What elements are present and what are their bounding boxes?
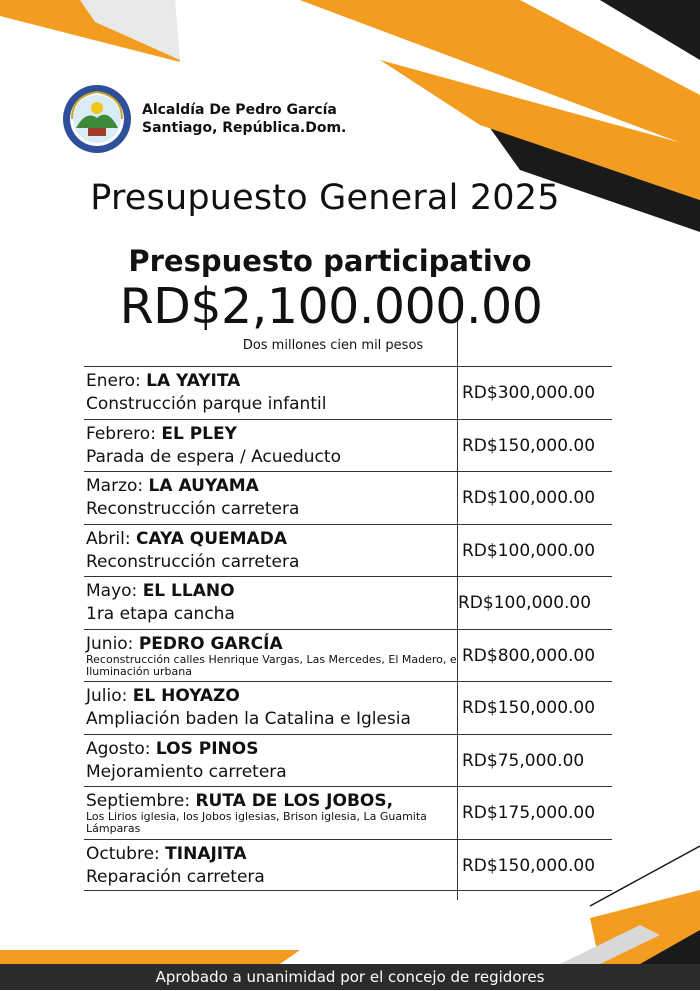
row-description: Reconstrucción carretera: [86, 551, 300, 572]
total-amount-words: Dos millones cien mil pesos: [242, 338, 424, 353]
table-row: [84, 366, 612, 419]
approval-footer: Aprobado a unanimidad por el concejo de regidores: [0, 964, 700, 990]
bottom-left-orange: [0, 950, 300, 964]
budget-subtitle: Prespuesto participativo: [128, 244, 532, 278]
row-description: 1ra etapa cancha: [86, 604, 235, 624]
row-amount: RD$100,000.00: [462, 540, 596, 561]
row-amount: RD$150,000.00: [462, 855, 596, 876]
organization-name: [142, 101, 346, 137]
row-place: EL HOYAZO: [132, 686, 240, 706]
row-description: Reparación carretera: [86, 866, 265, 887]
table-row: [84, 839, 612, 892]
table-row: [84, 786, 612, 839]
row-amount: RD$150,000.00: [462, 698, 596, 718]
row-place: RUTA DE LOS JOBOS,: [195, 791, 394, 811]
row-place: PEDRO GARCÍA: [138, 633, 283, 654]
row-description: Reconstrucción calles Henrique Vargas, Las Mercedes, El Madero, e Iluminación urbana: [86, 652, 457, 678]
table-row: [84, 524, 612, 577]
row-amount: RD$75,000.00: [462, 750, 585, 771]
row-month: Marzo: LA AUYAMA: [86, 476, 259, 496]
row-amount: RD$300,000.00: [462, 383, 596, 403]
row-amount: RD$800,000.00: [462, 645, 596, 666]
row-month: Febrero: EL PLEY: [86, 423, 237, 444]
row-month: Octubre: TINAJITA: [86, 843, 247, 864]
row-place: EL PLEY: [161, 423, 237, 444]
row-month: Julio: EL HOYAZO: [86, 686, 240, 706]
row-month: Septiembre: RUTA DE LOS JOBOS,: [86, 791, 394, 811]
row-description: Mejoramiento carretera: [86, 761, 287, 782]
table-row: [84, 419, 612, 472]
row-description: Construcción parque infantil: [86, 394, 327, 414]
row-description: Reconstrucción carretera: [86, 499, 300, 519]
row-description: Los Lirios iglesia, los Jobos iglesias, Brison iglesia, La Guamita Lámparas: [86, 810, 427, 835]
organization-line-1: Alcaldía De Pedro García: [142, 102, 337, 118]
row-description: Parada de espera / Acueducto: [86, 446, 341, 467]
row-place: LA YAYITA: [146, 371, 241, 391]
row-amount: RD$175,000.00: [462, 803, 596, 823]
header: [62, 84, 346, 154]
row-month: Mayo: EL LLANO: [86, 581, 235, 601]
row-month: Junio: PEDRO GARCÍA: [86, 633, 283, 654]
total-amount: RD$2,100.000.00: [119, 278, 543, 335]
table-row: [84, 681, 612, 734]
row-description: Ampliación baden la Catalina e Iglesia: [86, 709, 411, 729]
row-amount: RD$100,000.00: [458, 593, 592, 613]
table-row: [84, 629, 612, 682]
page-title: Presupuesto General 2025: [90, 178, 560, 218]
municipal-seal-icon: [62, 84, 132, 154]
organization-line-2: Santiago, República.Dom.: [142, 120, 347, 136]
row-amount: RD$150,000.00: [462, 435, 596, 456]
table-row: [84, 576, 612, 629]
row-amount: RD$100,000.00: [462, 488, 596, 508]
budget-table: [84, 366, 612, 891]
table-row: [84, 734, 612, 787]
row-month: Agosto: LOS PINOS: [86, 738, 259, 759]
row-place: TINAJITA: [165, 843, 247, 864]
row-place: EL LLANO: [142, 581, 235, 601]
table-row: [84, 471, 612, 524]
row-place: CAYA QUEMADA: [136, 528, 287, 549]
row-month: Abril: CAYA QUEMADA: [86, 528, 287, 549]
row-place: LOS PINOS: [155, 738, 259, 759]
row-place: LA AUYAMA: [148, 476, 259, 496]
row-month: Enero: LA YAYITA: [86, 371, 241, 391]
